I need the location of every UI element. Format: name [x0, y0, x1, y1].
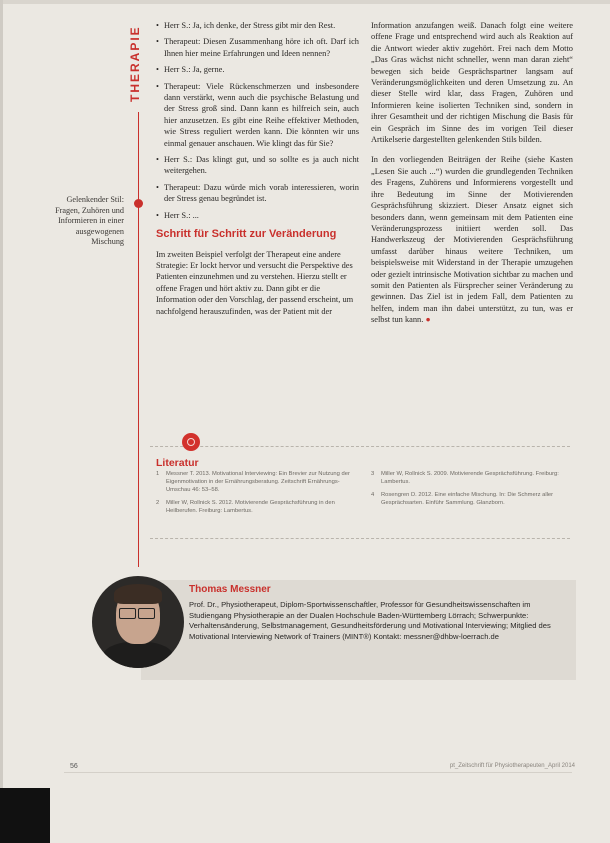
dialogue-item: • Therapeut: Diesen Zusammenhang höre ich oft. Darf ich Ihnen hier meine Erfahrungen und Ideen nennen? — [156, 36, 359, 59]
dialogue-item: • Herr S.: Ja, ich denke, der Stress gibt mir den Rest. — [156, 20, 359, 31]
literature-item — [371, 470, 571, 486]
end-mark: ● — [425, 315, 431, 325]
dialogue-item: • Therapeut: Viele Rückenschmerzen und insbesondere dann verstärkt, wenn auch die psychische Belastung und der Stress groß sind. Dann kann es hilfreich sein, auch hier anzusetzen. Es gibt eine Reihe effektiver Methoden, wie Stress reguliert werden kann. Die könnten wir uns einmal genauer anschauen. Wie klingt das für Sie? — [156, 81, 359, 149]
literature-text: Miller W, Rollnick S. 2009. Motivierende Gesprächsführung. Freiburg: Lambertus. — [381, 471, 559, 485]
page-binding-edge — [0, 0, 3, 788]
right-column — [371, 20, 573, 335]
footer-rule — [64, 772, 572, 773]
body-paragraph: Im zweiten Beispiel verfolgt der Therapeut eine andere Strategie: Er lockt hervor und versucht die Perspektive des Patienten einzunehmen und zu verstehen. Hierzu stellt er offene Fragen und hört aktiv zu. Dann gibt er die Information oder den Vorschlag, der passend erscheint, um nachfolgend herauszufinden, was der Patient mit der — [156, 249, 354, 316]
author-photo — [92, 576, 184, 668]
literature-column-right — [371, 470, 571, 512]
literature-item — [156, 470, 361, 494]
literature-text: Messner T. 2013. Motivational Interviewing: Ein Brevier zur Nutzung der Eigenmotivation in der Ernährungsberatung. Zeitschrift Ernährungs-Umschau 46: 53–58. — [166, 471, 350, 493]
literature-number: 1 — [156, 471, 160, 477]
body-paragraph — [371, 154, 573, 325]
literature-number: 2 — [156, 500, 160, 506]
body-paragraph-text: In den vorliegenden Beiträgen der Reihe (siehe Kasten „Lesen Sie auch ...“) wurden die grundlegenden Techniken des Fragens, Zuhörens und Informierens vorgestellt und ihre Bedeutung im Sinne der Motivierenden Gesprächsführung skizziert. Dieser Ansatz eignet sich besonders dann, wenn gemeinsam mit dem Patienten eine Veränderungsprozess initiiert werden soll. Das Handwerkszeug der Motivierenden Gesprächsführung umfasst darüber hinaus weitere Techniken, um beispielsweise mit Widerstand in der Therapie umzugehen oder gezielt intrinsische Motivation sichtbar zu machen und somit den Patienten als Fürsprecher seiner Veränderung zu gewinnen. Das Ziel ist in jedem Fall, dem Patienten zu helfen, indem man ihn dabei unterstützt, zu tun, was er selbst tun kann. — [371, 155, 573, 325]
section-heading: Schritt für Schritt zur Veränderung — [156, 228, 337, 241]
literature-column-left — [156, 470, 361, 520]
author-box — [86, 572, 576, 684]
author-photo-shirt — [102, 642, 174, 668]
literature-number: 4 — [371, 492, 375, 498]
literature-icon — [182, 433, 200, 451]
dialogue-item: • Herr S.: ... — [156, 210, 359, 221]
literature-item — [156, 499, 361, 515]
author-bio: Prof. Dr., Physiotherapeut, Diplom-Sportwissenschaftler, Professor für Gesundheitswissenschaften im Studiengang Physiotherapie an der Dualen Hochschule Baden-Württemberg Lörrach; Schwerpunkte: Verhaltensänderung, Selbstmanagement, Gesundheitsförderung und Motivational Interviewing; Mitglied des Motivational Interviewing Network of Trainers (MINT®) Kontakt: messner@dhbw-loerrach.de — [189, 600, 551, 641]
author-photo-glasses — [119, 608, 157, 618]
literature-bottom-divider — [150, 538, 570, 539]
binding-shadow — [0, 788, 50, 843]
vertical-rule — [138, 112, 139, 567]
literature-divider — [150, 446, 570, 447]
dialogue-item: • Herr S.: Das klingt gut, und so sollte es ja auch nicht weitergehen. — [156, 154, 359, 177]
dialogue-item: • Therapeut: Dazu würde mich vorab interessieren, worin der Stress genau begründet ist. — [156, 182, 359, 205]
author-name: Thomas Messner — [189, 584, 271, 595]
literature-text: Rosengren D. 2012. Eine einfache Mischung. In: Die Schmerz aller Gesprächsarten. Einführ Sammlung. Glanzborn. — [381, 492, 554, 506]
top-edge — [0, 0, 610, 4]
dialogue-item: • Herr S.: Ja, gerne. — [156, 64, 359, 75]
sidenote: Gelenkender Stil: Fragen, Zuhören und Informieren in einer ausgewogenen Mischung — [55, 195, 124, 246]
footer-journal-text: pt_Zeitschrift für Physiotherapeuten_April 2014 — [449, 763, 575, 769]
literature-title: Literatur — [156, 457, 199, 469]
author-photo-hair — [114, 584, 162, 604]
dialogue-list — [156, 20, 359, 221]
left-column — [156, 20, 359, 326]
sidenote-marker-dot — [134, 199, 143, 208]
literature-text: Miller W, Rollnick S. 2012. Motivierende Gesprächsführung in den Heilberufen. Freiburg: Lambertus. — [166, 500, 335, 514]
body-paragraph: Information anzufangen weiß. Danach folgt eine weitere offene Frage und entsprechend wird auch als Reaktion auf die Antwort wieder aktiv zugehört. Frei nach dem Motto „Das Gras wächst nicht schneller, wenn man daran zieht“ bewegen sich beide Gesprächspartner langsam auf Veränderungsmöglichkeiten und deren Umsetzung zu. An dieser Stelle wird klar, dass Fragen, Zuhören und Informieren keine isolierten Techniken sind, sondern in ihrer Gesamtheit und der richtigen Mischung die Basis für ein Gespräch im Sinne des im vorigen Teil dieser Artikelserie dargestellten gelenkenden Stils bilden. — [371, 21, 573, 145]
section-label: THERAPIE — [128, 25, 142, 102]
literature-number: 3 — [371, 471, 375, 477]
footer-journal — [445, 763, 575, 769]
page-number: 56 — [70, 763, 78, 770]
literature-item — [371, 491, 571, 507]
